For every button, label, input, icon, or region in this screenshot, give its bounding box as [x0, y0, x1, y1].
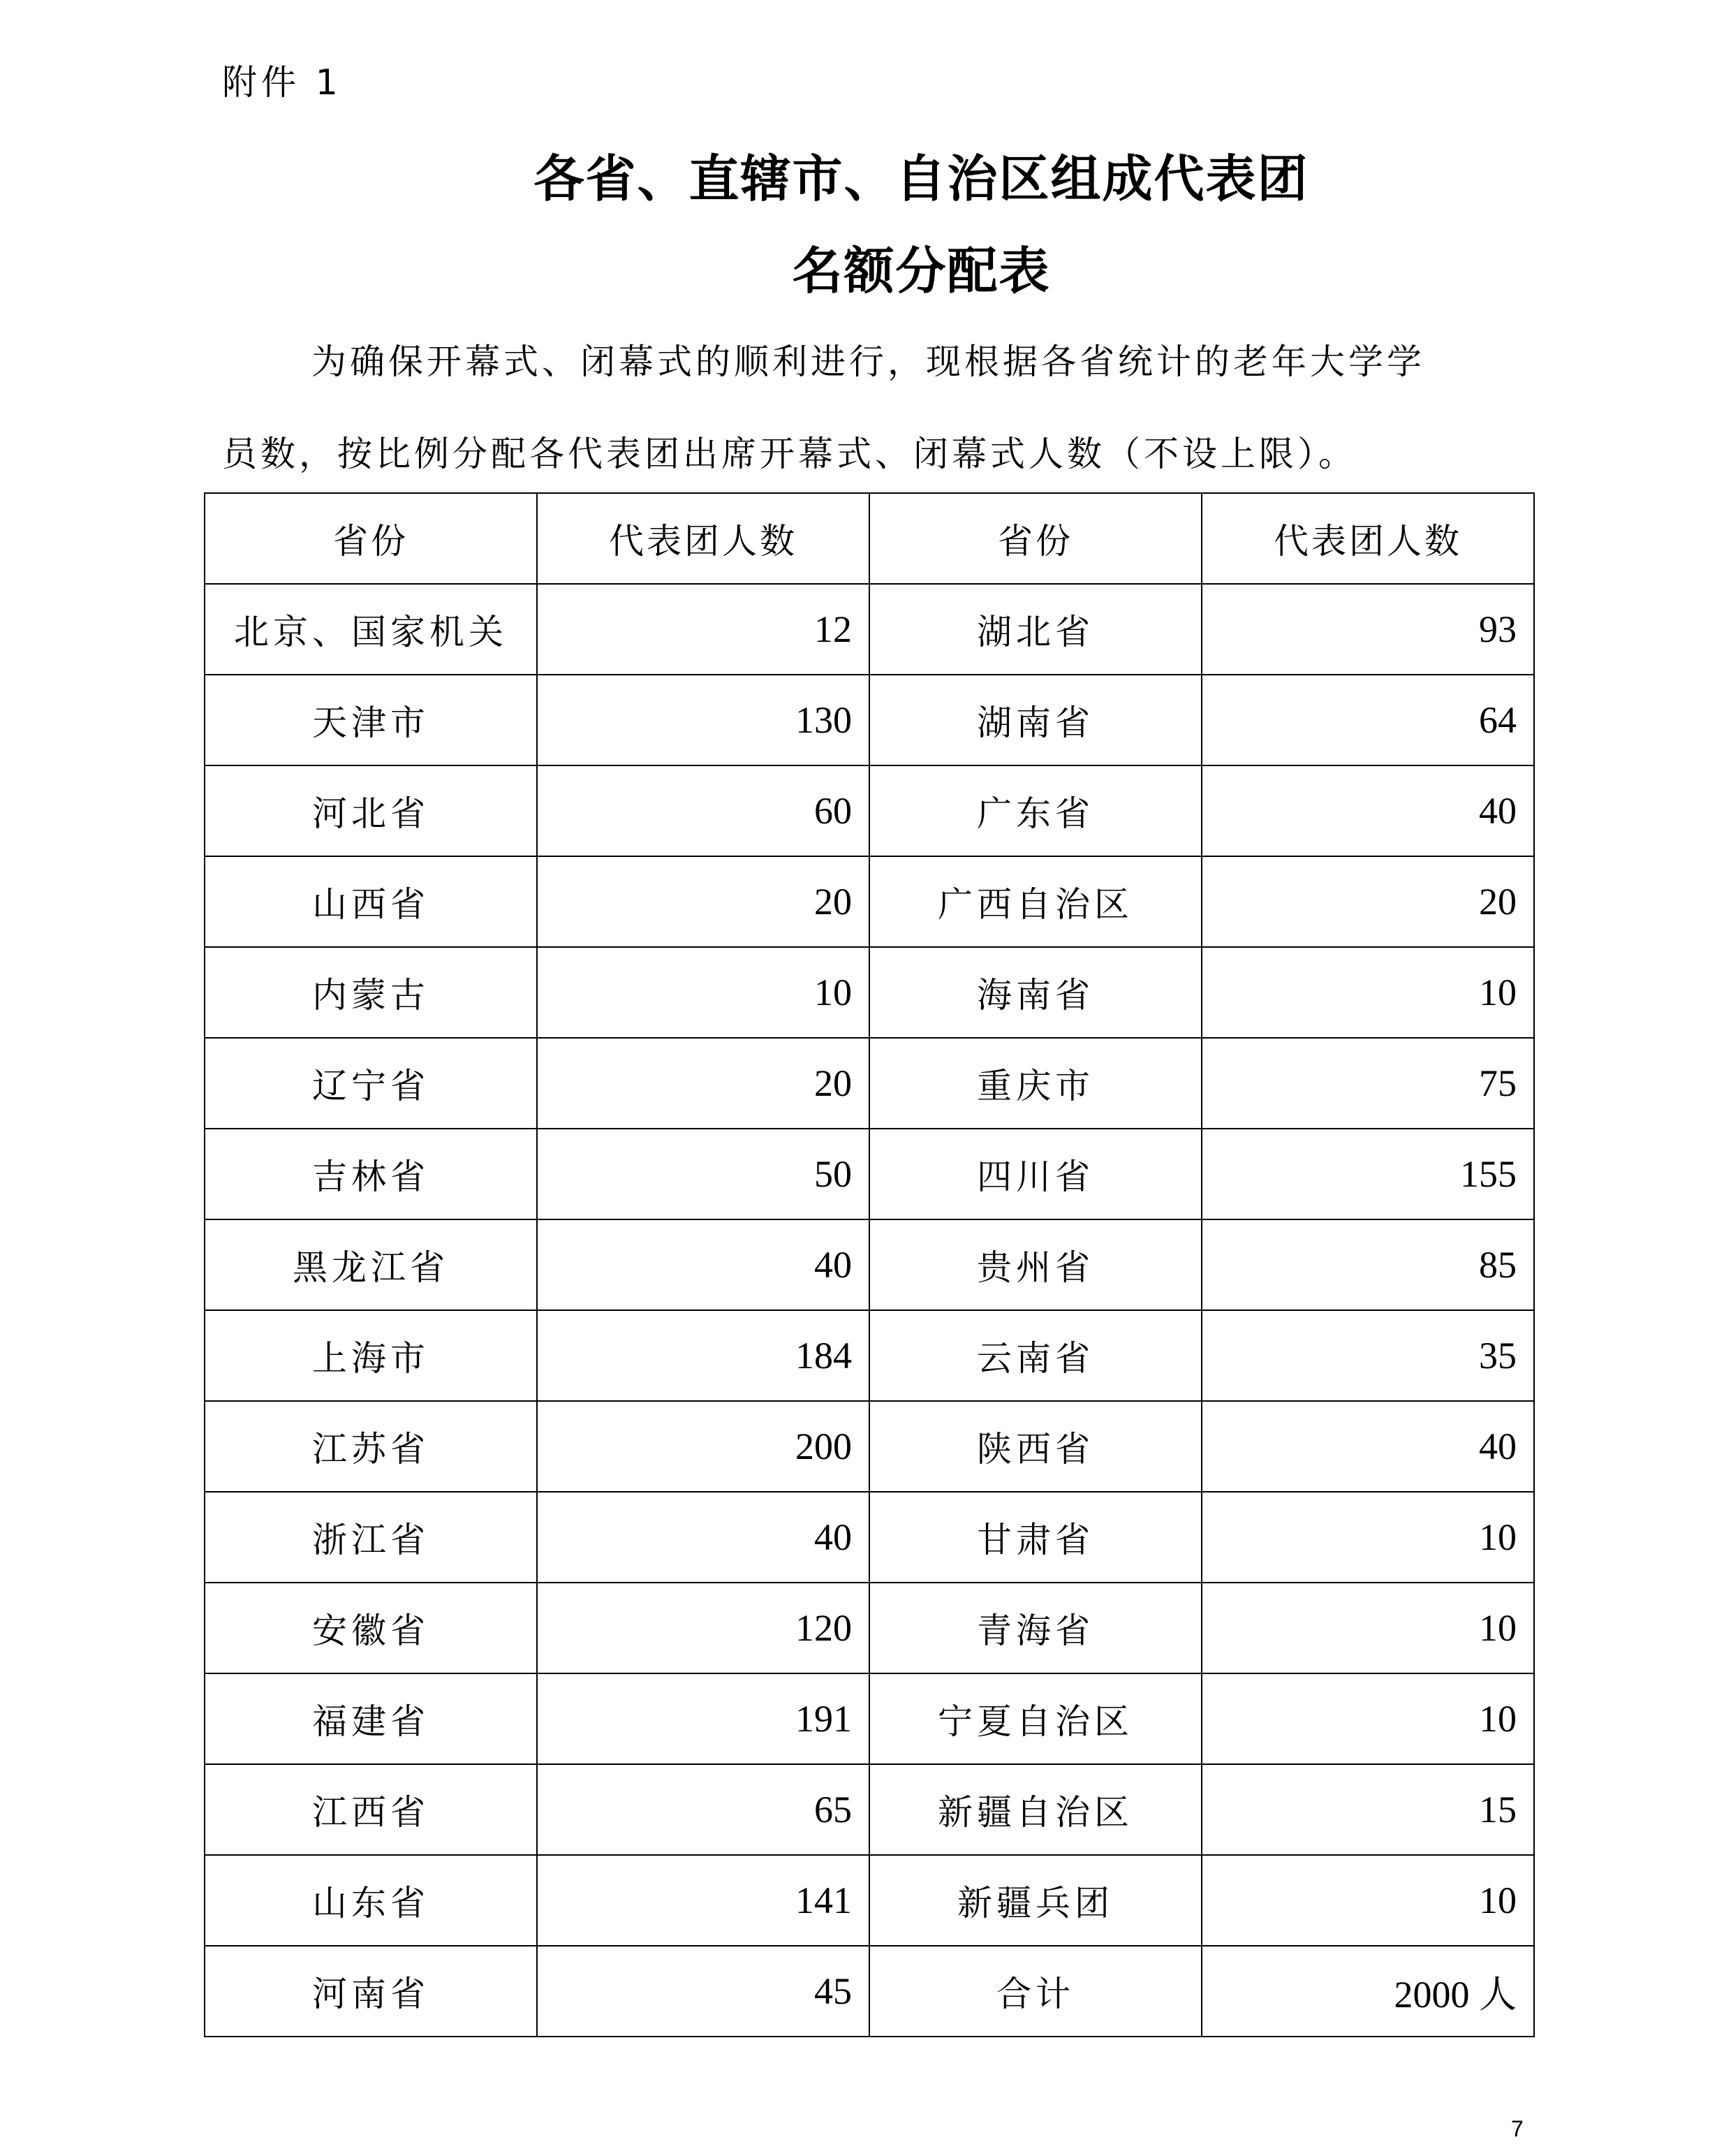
- province-cell: 重庆市: [869, 1038, 1202, 1129]
- header-count-right: 代表团人数: [1202, 493, 1534, 584]
- province-cell: 河北省: [205, 765, 537, 856]
- delegate-count-cell: 10: [1202, 1673, 1534, 1764]
- province-cell: 陕西省: [869, 1401, 1202, 1492]
- table-row: [205, 1673, 1534, 1764]
- delegate-count-cell: 85: [1202, 1219, 1534, 1310]
- province-cell: 河南省: [205, 1946, 537, 2037]
- document-subtitle: 名额分配表: [792, 242, 1051, 300]
- table-row: [205, 1219, 1534, 1310]
- province-cell: 湖北省: [869, 584, 1202, 675]
- table-row: [205, 1946, 1534, 2037]
- table-row: [205, 765, 1534, 856]
- province-cell: 江苏省: [205, 1401, 537, 1492]
- delegate-count-cell: 20: [1202, 856, 1534, 947]
- delegate-count-cell: 93: [1202, 584, 1534, 675]
- delegate-count-cell: 64: [1202, 675, 1534, 765]
- header-province-left: 省份: [205, 493, 537, 584]
- table-row: [205, 1038, 1534, 1129]
- province-cell: 云南省: [869, 1310, 1202, 1401]
- delegate-count-cell: 40: [537, 1492, 869, 1583]
- table-row: [205, 584, 1534, 675]
- table-row: [205, 1492, 1534, 1583]
- delegate-count-cell: 200: [537, 1401, 869, 1492]
- table-row: [205, 1764, 1534, 1855]
- intro-paragraph-line-2: 员数，按比例分配各代表团出席开幕式、闭幕式人数（不设上限）。: [222, 434, 1357, 474]
- delegate-count-cell: 10: [1202, 1583, 1534, 1673]
- table-body: [205, 584, 1534, 2037]
- province-cell: 山东省: [205, 1855, 537, 1946]
- table-header-row: [205, 493, 1534, 584]
- province-cell: 甘肃省: [869, 1492, 1202, 1583]
- quota-table: [204, 492, 1535, 2037]
- province-cell: 吉林省: [205, 1129, 537, 1219]
- delegate-count-cell: 155: [1202, 1129, 1534, 1219]
- province-cell: 辽宁省: [205, 1038, 537, 1129]
- delegate-count-cell: 184: [537, 1310, 869, 1401]
- province-cell: 内蒙古: [205, 947, 537, 1038]
- province-cell: 新疆兵团: [869, 1855, 1202, 1946]
- province-cell: 上海市: [205, 1310, 537, 1401]
- province-cell: 浙江省: [205, 1492, 537, 1583]
- province-cell: 北京、国家机关: [205, 584, 537, 675]
- table-row: [205, 1855, 1534, 1946]
- province-cell: 宁夏自治区: [869, 1673, 1202, 1764]
- delegate-count-cell: 20: [537, 1038, 869, 1129]
- table-row: [205, 947, 1534, 1038]
- delegate-count-cell: 120: [537, 1583, 869, 1673]
- table-row: [205, 1401, 1534, 1492]
- delegate-count-cell: 75: [1202, 1038, 1534, 1129]
- page-number: 7: [1511, 2116, 1524, 2141]
- header-count-left: 代表团人数: [537, 493, 869, 584]
- province-cell: 广东省: [869, 765, 1202, 856]
- province-cell: 山西省: [205, 856, 537, 947]
- province-cell: 福建省: [205, 1673, 537, 1764]
- document-title: 各省、直辖市、自治区组成代表团: [533, 149, 1309, 208]
- delegate-count-cell: 15: [1202, 1764, 1534, 1855]
- table-row: [205, 856, 1534, 947]
- delegate-count-cell: 141: [537, 1855, 869, 1946]
- delegate-count-cell: 40: [1202, 1401, 1534, 1492]
- delegate-count-cell: 130: [537, 675, 869, 765]
- delegate-count-cell: 10: [1202, 1855, 1534, 1946]
- province-cell: 海南省: [869, 947, 1202, 1038]
- delegate-count-cell: 50: [537, 1129, 869, 1219]
- delegate-count-cell: 10: [1202, 947, 1534, 1038]
- province-cell: 合计: [869, 1946, 1202, 2037]
- attachment-label: 附件 1: [222, 62, 342, 103]
- delegate-count-cell: 191: [537, 1673, 869, 1764]
- province-cell: 天津市: [205, 675, 537, 765]
- delegate-count-cell: 45: [537, 1946, 869, 2037]
- table-row: [205, 675, 1534, 765]
- province-cell: 黑龙江省: [205, 1219, 537, 1310]
- delegate-count-cell: 35: [1202, 1310, 1534, 1401]
- province-cell: 安徽省: [205, 1583, 537, 1673]
- intro-paragraph-line-1: 为确保开幕式、闭幕式的顺利进行，现根据各省统计的老年大学学: [311, 342, 1425, 382]
- delegate-count-cell: 2000 人: [1202, 1946, 1534, 2037]
- header-province-right: 省份: [869, 493, 1202, 584]
- delegate-count-cell: 40: [1202, 765, 1534, 856]
- province-cell: 四川省: [869, 1129, 1202, 1219]
- province-cell: 贵州省: [869, 1219, 1202, 1310]
- province-cell: 广西自治区: [869, 856, 1202, 947]
- delegate-count-cell: 20: [537, 856, 869, 947]
- table-row: [205, 1583, 1534, 1673]
- province-cell: 新疆自治区: [869, 1764, 1202, 1855]
- table-row: [205, 1310, 1534, 1401]
- province-cell: 青海省: [869, 1583, 1202, 1673]
- delegate-count-cell: 40: [537, 1219, 869, 1310]
- province-cell: 江西省: [205, 1764, 537, 1855]
- province-cell: 湖南省: [869, 675, 1202, 765]
- table-row: [205, 1129, 1534, 1219]
- delegate-count-cell: 12: [537, 584, 869, 675]
- delegate-count-cell: 60: [537, 765, 869, 856]
- delegate-count-cell: 65: [537, 1764, 869, 1855]
- delegate-count-cell: 10: [1202, 1492, 1534, 1583]
- delegate-count-cell: 10: [537, 947, 869, 1038]
